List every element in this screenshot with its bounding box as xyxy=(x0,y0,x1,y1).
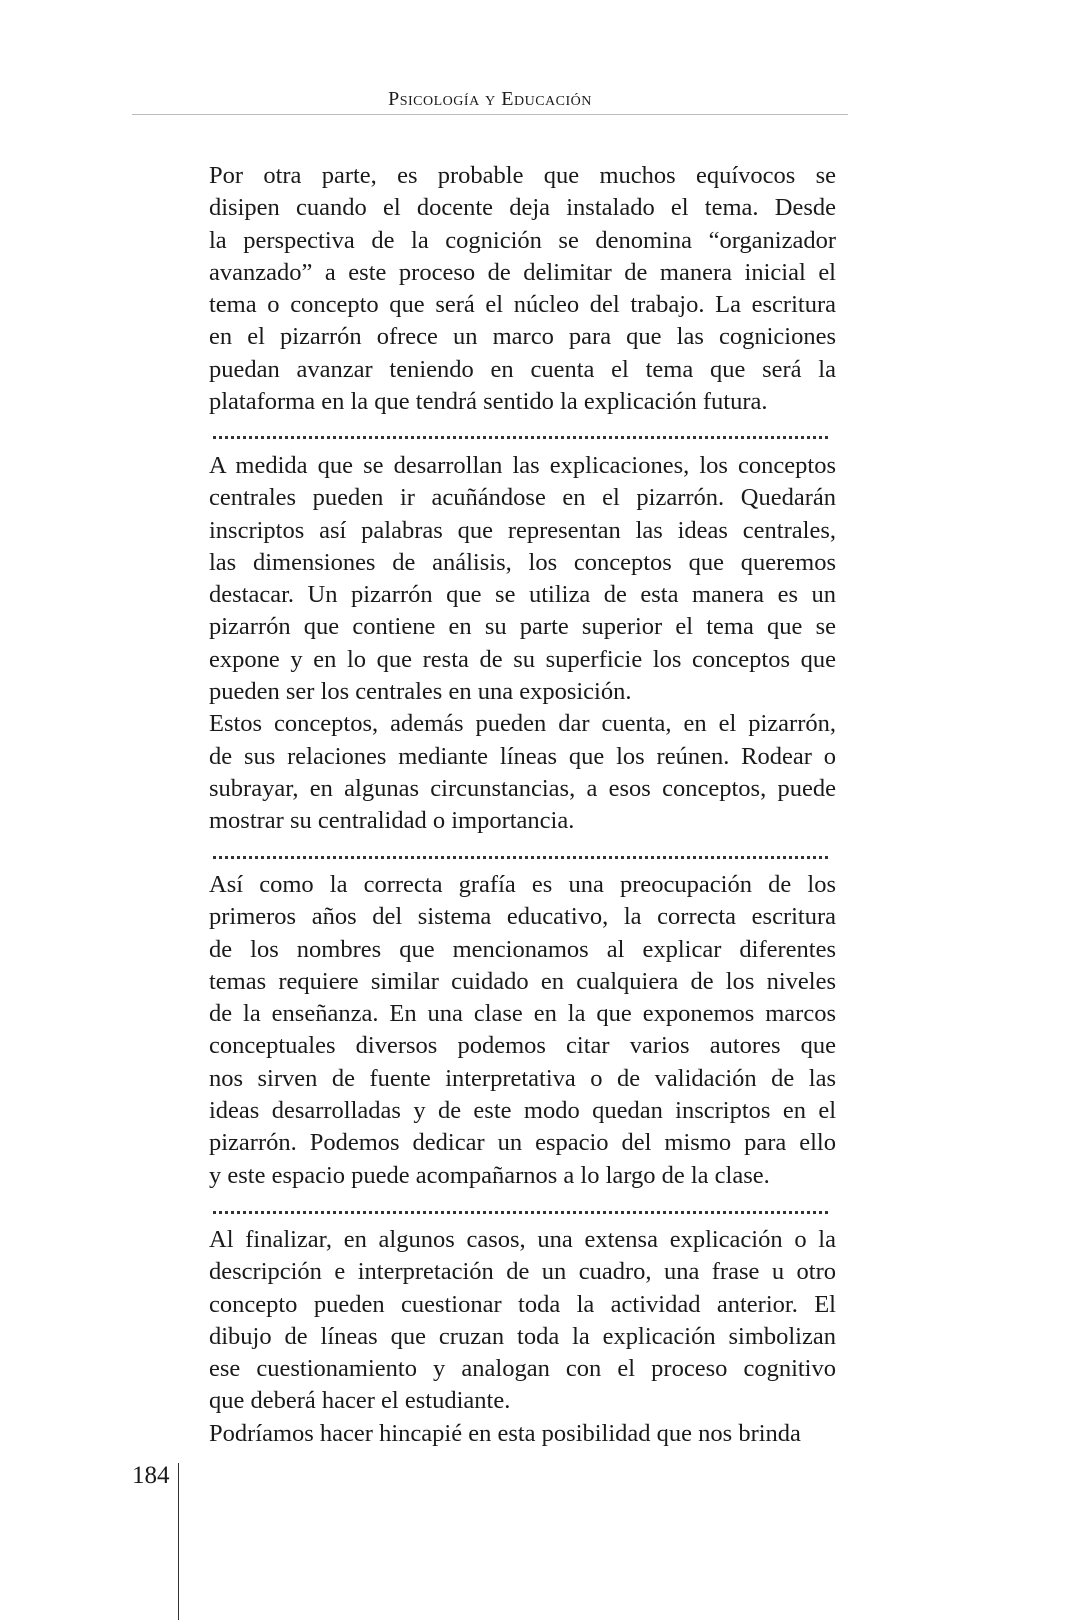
text-line: Por otra parte, es probable que muchos equívocos se xyxy=(209,162,836,189)
text-line: y este espacio puede acompañarnos a lo largo de la clase. xyxy=(209,1161,770,1189)
text-line: Estos conceptos, además pueden dar cuenta, en el pizarrón, xyxy=(209,710,836,738)
paragraph xyxy=(209,1224,836,1418)
text-section xyxy=(209,869,836,1192)
text-line: concepto pueden cuestionar toda la actividad anterior. El xyxy=(209,1290,836,1318)
dotted-separator xyxy=(213,1211,828,1214)
text-line: subrayar, en algunas circunstancias, a esos conceptos, puede xyxy=(209,774,836,802)
text-line: inscriptos así palabras que representan las ideas centrales, xyxy=(209,516,836,544)
text-line: tema o concepto que será el núcleo del trabajo. La escritura xyxy=(209,291,836,319)
text-line: dibujo de líneas que cruzan toda la explicación simbolizan xyxy=(209,1322,836,1350)
page-number: 184 xyxy=(132,1462,170,1489)
text-line: ideas desarrolladas y de este modo quedan inscriptos en el xyxy=(209,1097,836,1125)
text-line: de la enseñanza. En una clase en la que exponemos marcos xyxy=(209,1000,836,1028)
text-line: conceptuales diversos podemos citar varios autores que xyxy=(209,1032,836,1060)
text-line: ese cuestionamiento y analogan con el proceso cognitivo xyxy=(209,1355,836,1383)
text-section xyxy=(209,450,836,838)
text-line: nos sirven de fuente interpretativa o de validación de las xyxy=(209,1064,836,1092)
text-line: centrales pueden ir acuñándose en el pizarrón. Quedarán xyxy=(209,484,836,512)
paragraph xyxy=(209,708,836,837)
text-section xyxy=(209,160,836,418)
text-line: pueden ser los centrales en una exposición. xyxy=(209,678,632,706)
text-line: Podríamos hacer hincapié en esta posibilidad que nos brinda xyxy=(209,1419,801,1447)
text-line: Así como la correcta grafía es una preocupación de los xyxy=(209,871,836,898)
text-line: A medida que se desarrollan las explicaciones, los conceptos xyxy=(209,452,836,479)
paragraph xyxy=(209,1418,836,1450)
text-line: de los nombres que mencionamos al explicar diferentes xyxy=(209,935,836,963)
text-line: pizarrón. Podemos dedicar un espacio del mismo para ello xyxy=(209,1129,836,1157)
text-line: plataforma en la que tendrá sentido la explicación futura. xyxy=(209,388,768,416)
paragraph xyxy=(209,869,836,1192)
text-line: disipen cuando el docente deja instalado el tema. Desde xyxy=(209,194,836,222)
header-rule xyxy=(132,114,848,115)
running-header: Psicología y Educación xyxy=(388,88,592,110)
text-line: primeros años del sistema educativo, la correcta escritura xyxy=(209,903,836,931)
text-line: Al finalizar, en algunos casos, una extensa explicación o la xyxy=(209,1226,836,1253)
margin-rule xyxy=(178,1463,179,1620)
text-line: descripción e interpretación de un cuadro, una frase u otro xyxy=(209,1258,836,1286)
text-line: avanzado” a este proceso de delimitar de manera inicial el xyxy=(209,258,836,286)
text-line: en el pizarrón ofrece un marco para que las cogniciones xyxy=(209,323,836,351)
text-line: pizarrón que contiene en su parte superior el tema que se xyxy=(209,613,836,641)
text-line: las dimensiones de análisis, los conceptos que queremos xyxy=(209,548,836,576)
text-section xyxy=(209,1224,836,1450)
text-line: que deberá hacer el estudiante. xyxy=(209,1387,511,1415)
text-line: de sus relaciones mediante líneas que los reúnen. Rodear o xyxy=(209,742,836,770)
dotted-separator xyxy=(213,856,828,859)
dotted-separator xyxy=(213,436,828,439)
text-line: mostrar su centralidad o importancia. xyxy=(209,807,575,835)
paragraph xyxy=(209,450,836,708)
text-line: destacar. Un pizarrón que se utiliza de esta manera es un xyxy=(209,581,836,609)
text-line: temas requiere similar cuidado en cualquiera de los niveles xyxy=(209,967,836,995)
text-line: expone y en lo que resta de su superficie los conceptos que xyxy=(209,645,836,673)
paragraph xyxy=(209,160,836,418)
text-line: puedan avanzar teniendo en cuenta el tema que será la xyxy=(209,355,836,383)
text-line: la perspectiva de la cognición se denomina “organizador xyxy=(209,226,836,254)
